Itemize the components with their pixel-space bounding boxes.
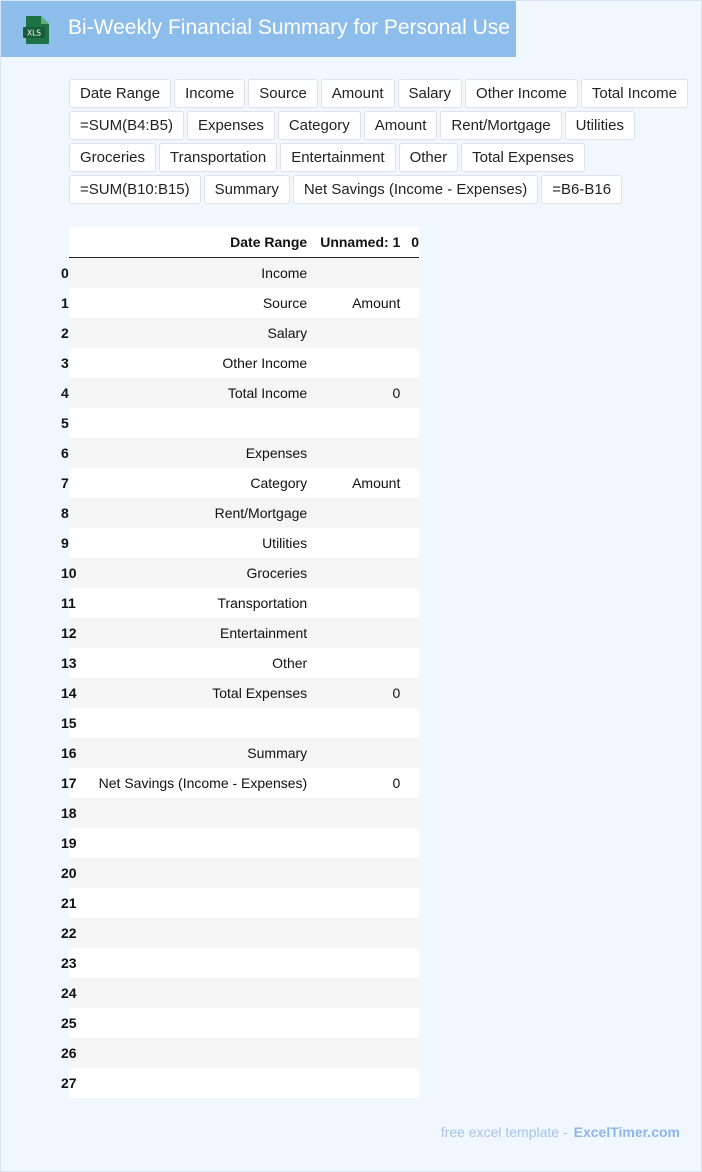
table-row: [69, 978, 419, 1008]
col-0-cell: [400, 618, 419, 648]
date-range-cell: [85, 918, 308, 948]
row-index-cell: [61, 858, 85, 888]
header-chip: Total Expenses: [461, 143, 585, 172]
row-index-label: 25: [61, 1015, 77, 1031]
row-index-cell: [61, 558, 85, 588]
header-chip: Category: [278, 111, 361, 140]
header-chip: Amount: [321, 79, 395, 108]
col-0-cell: [400, 768, 419, 798]
col-0-cell: [400, 348, 419, 378]
row-index-label: 18: [61, 805, 77, 821]
table-row: [69, 918, 419, 948]
date-range-cell: Expenses: [245, 445, 308, 461]
header-chip: Total Income: [581, 79, 688, 108]
date-range-cell: [85, 888, 308, 918]
col-0-cell: [400, 1068, 419, 1098]
row-index-cell: [61, 528, 85, 558]
row-index-cell: [61, 378, 85, 408]
row-index-label: 11: [61, 595, 76, 611]
header-chip: Income: [174, 79, 245, 108]
unnamed-1-cell: [307, 978, 400, 1008]
unnamed-1-cell: [307, 588, 400, 618]
row-index-label: 8: [61, 505, 69, 521]
row-index-cell: [61, 708, 85, 738]
row-index-cell: [61, 738, 85, 768]
date-range-cell: [85, 408, 308, 438]
unnamed-1-cell: [307, 948, 400, 978]
xls-file-icon: [23, 15, 51, 45]
row-index-cell: [61, 1038, 85, 1068]
header-chip: Expenses: [187, 111, 275, 140]
col-0-cell: [400, 978, 419, 1008]
row-index-cell: [61, 828, 85, 858]
row-index-label: 27: [61, 1075, 77, 1091]
table-row: [69, 948, 419, 978]
col-0-cell: [400, 318, 419, 348]
col-0-cell: [400, 408, 419, 438]
row-index-label: 26: [61, 1045, 77, 1061]
xls-icon-label: XLS: [26, 28, 42, 38]
row-index-label: 2: [61, 325, 69, 341]
data-table: [61, 227, 419, 1098]
row-index-label: 16: [61, 745, 77, 761]
unnamed-1-cell: 0: [392, 685, 401, 701]
footer-prefix: free excel template -: [440, 1124, 568, 1140]
header-chip: Amount: [364, 111, 438, 140]
date-range-cell: [85, 1068, 308, 1098]
row-index-label: 22: [61, 925, 77, 941]
unnamed-1-cell: [307, 798, 400, 828]
row-index-label: 14: [61, 685, 77, 701]
unnamed-1-cell: Amount: [352, 475, 401, 491]
col-0-cell: [400, 498, 419, 528]
table-row: [69, 468, 419, 498]
table-row: [69, 378, 419, 408]
date-range-cell: Entertainment: [220, 625, 308, 641]
row-index-cell: [61, 888, 85, 918]
footer-brand-link[interactable]: ExcelTimer.com: [573, 1124, 680, 1140]
row-index-cell: [61, 438, 85, 468]
row-index-label: 19: [61, 835, 77, 851]
date-range-cell: Salary: [267, 325, 308, 341]
col-0-cell: [400, 438, 419, 468]
col-0-cell: [400, 708, 419, 738]
unnamed-1-cell: Amount: [352, 295, 401, 311]
row-index-label: 12: [61, 625, 77, 641]
data-table-container: [61, 227, 419, 1098]
table-row: [69, 648, 419, 678]
table-row: [69, 678, 419, 708]
date-range-cell: Other Income: [222, 355, 308, 371]
col-0-cell: [400, 528, 419, 558]
table-body: [61, 258, 419, 1099]
table-row: [69, 708, 419, 738]
table-row: [69, 828, 419, 858]
col-0-cell: [400, 258, 419, 289]
row-index-cell: [61, 618, 85, 648]
column-header-index: [69, 227, 85, 258]
col-0-cell: [400, 918, 419, 948]
table-row: [69, 528, 419, 558]
row-index-cell: [61, 258, 85, 289]
row-index-cell: [61, 678, 85, 708]
row-index-label: 24: [61, 985, 77, 1001]
table-row: [69, 348, 419, 378]
page-title: Bi-Weekly Financial Summary for Personal Use: [68, 16, 510, 39]
unnamed-1-cell: [307, 618, 400, 648]
unnamed-1-cell: 0: [392, 385, 401, 401]
unnamed-1-cell: [307, 438, 400, 468]
table-row: [69, 798, 419, 828]
row-index-cell: [61, 468, 85, 498]
unnamed-1-cell: [307, 258, 400, 289]
col-0-cell: [400, 648, 419, 678]
table-row: [69, 438, 419, 468]
date-range-cell: [85, 828, 308, 858]
header-chip: =SUM(B4:B5): [69, 111, 184, 140]
date-range-cell: Net Savings (Income - Expenses): [98, 775, 308, 791]
unnamed-1-cell: [307, 888, 400, 918]
table-row: [69, 408, 419, 438]
date-range-cell: [85, 978, 308, 1008]
table-row: [69, 1068, 419, 1098]
table-row: [69, 618, 419, 648]
unnamed-1-cell: [307, 1068, 400, 1098]
row-index-label: 4: [61, 385, 69, 401]
row-index-cell: [61, 948, 85, 978]
unnamed-1-cell: [307, 408, 400, 438]
row-index-label: 13: [61, 655, 77, 671]
unnamed-1-cell: [307, 648, 400, 678]
unnamed-1-cell: [307, 828, 400, 858]
row-index-cell: [61, 588, 85, 618]
table-row: [69, 588, 419, 618]
date-range-cell: Groceries: [246, 565, 308, 581]
row-index-cell: [61, 1008, 85, 1038]
unnamed-1-cell: [307, 1038, 400, 1068]
row-index-label: 10: [61, 565, 77, 581]
date-range-cell: [85, 708, 308, 738]
column-header-unnamed-1: Unnamed: 1: [320, 234, 401, 250]
row-index-cell: [61, 648, 85, 678]
date-range-cell: Transportation: [217, 595, 308, 611]
date-range-cell: Summary: [247, 745, 308, 761]
row-index-label: 9: [61, 535, 69, 551]
col-0-cell: [400, 468, 419, 498]
header-chip: Entertainment: [280, 143, 395, 172]
date-range-cell: Category: [250, 475, 308, 491]
col-0-cell: [400, 828, 419, 858]
header-chip: =SUM(B10:B15): [69, 175, 201, 204]
header-chip: Salary: [398, 79, 463, 108]
table-row: [69, 288, 419, 318]
column-header-0: 0: [411, 234, 419, 250]
col-0-cell: [400, 678, 419, 708]
col-0-cell: [400, 738, 419, 768]
row-index-cell: [61, 978, 85, 1008]
header-chip: Net Savings (Income - Expenses): [293, 175, 538, 204]
row-index-label: 15: [61, 715, 77, 731]
col-0-cell: [400, 288, 419, 318]
col-0-cell: [400, 378, 419, 408]
row-index-label: 6: [61, 445, 69, 461]
row-index-label: 5: [61, 415, 69, 431]
date-range-cell: [85, 1008, 308, 1038]
unnamed-1-cell: [307, 738, 400, 768]
row-index-label: 23: [61, 955, 77, 971]
date-range-cell: [85, 798, 308, 828]
unnamed-1-cell: [307, 918, 400, 948]
unnamed-1-cell: 0: [392, 775, 401, 791]
row-index-label: 7: [61, 475, 69, 491]
header-chip: Transportation: [159, 143, 277, 172]
col-0-cell: [400, 558, 419, 588]
unnamed-1-cell: [307, 318, 400, 348]
header-chip: Other: [399, 143, 459, 172]
header-chip: Groceries: [69, 143, 156, 172]
row-index-label: 3: [61, 355, 69, 371]
row-index-label: 17: [61, 775, 77, 791]
unnamed-1-cell: [307, 558, 400, 588]
col-0-cell: [400, 1038, 419, 1068]
header-chip: Other Income: [465, 79, 578, 108]
header-chip-list: [69, 79, 689, 204]
row-index-label: 20: [61, 865, 77, 881]
unnamed-1-cell: [307, 858, 400, 888]
row-index-cell: [61, 498, 85, 528]
table-row: [69, 1008, 419, 1038]
row-index-cell: [61, 768, 85, 798]
header-chip: Rent/Mortgage: [440, 111, 561, 140]
header-chip: Date Range: [69, 79, 171, 108]
table-row: [69, 888, 419, 918]
date-range-cell: [85, 858, 308, 888]
row-index-cell: [61, 408, 85, 438]
header-chip: Summary: [204, 175, 290, 204]
unnamed-1-cell: [307, 498, 400, 528]
row-index-label: 0: [61, 265, 69, 281]
header-chip: =B6-B16: [541, 175, 622, 204]
table-header-row: [69, 227, 419, 258]
date-range-cell: [85, 948, 308, 978]
table-row: [69, 558, 419, 588]
row-index-cell: [61, 918, 85, 948]
col-0-cell: [400, 948, 419, 978]
date-range-cell: [85, 1038, 308, 1068]
row-index-cell: [61, 288, 85, 318]
date-range-cell: Rent/Mortgage: [214, 505, 308, 521]
date-range-cell: Total Expenses: [212, 685, 308, 701]
title-bar: [1, 1, 516, 57]
date-range-cell: Source: [262, 295, 308, 311]
col-0-cell: [400, 1008, 419, 1038]
table-row: [69, 1038, 419, 1068]
table-row: [69, 498, 419, 528]
date-range-cell: Total Income: [227, 385, 308, 401]
unnamed-1-cell: [307, 1008, 400, 1038]
col-0-cell: [400, 798, 419, 828]
col-0-cell: [400, 588, 419, 618]
header-chip: Source: [248, 79, 318, 108]
row-index-cell: [61, 1068, 85, 1098]
table-row: [69, 768, 419, 798]
date-range-cell: Other: [272, 655, 308, 671]
table-row: [69, 738, 419, 768]
header-chip: Utilities: [565, 111, 635, 140]
date-range-cell: Income: [261, 265, 308, 281]
row-index-cell: [61, 348, 85, 378]
unnamed-1-cell: [307, 528, 400, 558]
table-row: [69, 318, 419, 348]
col-0-cell: [400, 858, 419, 888]
row-index-label: 21: [61, 895, 77, 911]
table-row: [69, 858, 419, 888]
row-index-cell: [61, 318, 85, 348]
footer-credit: [441, 1124, 680, 1140]
unnamed-1-cell: [307, 708, 400, 738]
date-range-cell: Utilities: [262, 535, 308, 551]
row-index-label: 1: [61, 295, 69, 311]
column-header-date-range: Date Range: [230, 234, 308, 250]
row-index-cell: [61, 798, 85, 828]
col-0-cell: [400, 888, 419, 918]
table-row: [69, 258, 419, 289]
unnamed-1-cell: [307, 348, 400, 378]
